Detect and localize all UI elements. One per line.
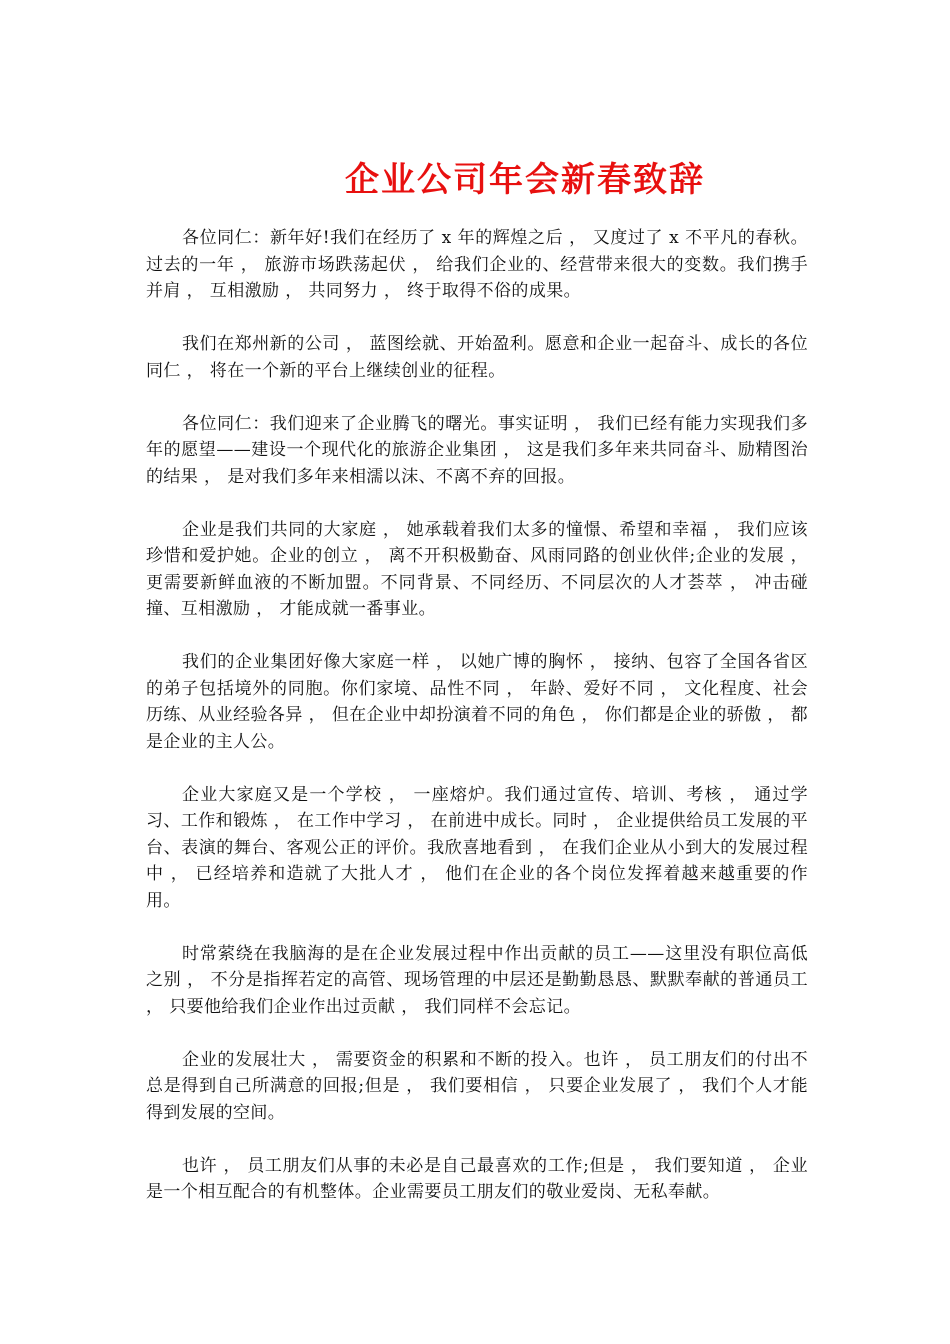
- paragraph: 我们在郑州新的公司 ， 蓝图绘就、开始盈利。愿意和企业一起奋斗、成长的各位同仁 ， 将在一个新的平台上继续创业的征程。: [146, 334, 808, 381]
- paragraph: 也许 ， 员工朋友们从事的未必是自己最喜欢的工作;但是 ， 我们要知道 ， 企业是一个相互配合的有机整体。企业需要员工朋友们的敬业爱岗、无私奉献。: [146, 1155, 808, 1202]
- paragraph: 企业大家庭又是一个学校 ， 一座熔炉。我们通过宣传、培训、考核 ， 通过学习、工作和锻炼 ， 在工作中学习 ， 在前进中成长。同时 ， 企业提供给员工发展的平台、表演的舞台、客观公正的评价。我欣喜地看到 ， 在我们企业从小到大的发展过程中 ， 已经培养和造就了大批人才 ， 他们在企业的各个岗位发挥着越来越重要的作用。: [146, 784, 808, 911]
- paragraph: 各位同仁：我们迎来了企业腾飞的曙光。事实证明 ， 我们已经有能力实现我们多年的愿望——建设一个现代化的旅游企业集团 ， 这是我们多年来共同奋斗、励精图治的结果 ， 是对我们多年来相濡以沫、不离不弃的回报。: [146, 413, 808, 487]
- document-title: 企业公司年会新春致辞: [345, 160, 705, 200]
- paragraph: 我们的企业集团好像大家庭一样 ， 以她广博的胸怀 ， 接纳、包容了全国各省区的弟子包括境外的同胞。你们家境、品性不同 ， 年龄、爱好不同 ， 文化程度、社会历练、从业经验各异 ， 但在企业中却扮演着不同的角色 ， 你们都是企业的骄傲 ， 都是企业的主人公。: [146, 652, 808, 752]
- paragraph: 各位同仁：新年好!我们在经历了 x 年的辉煌之后 ， 又度过了 x 不平凡的春秋。过去的一年 ， 旅游市场跌荡起伏 ， 给我们企业的、经营带来很大的变数。我们携手并肩 ， 互相激励 ， 共同努力 ， 终于取得不俗的成果。: [146, 228, 808, 301]
- document-body: [146, 225, 808, 1232]
- paragraph: 企业是我们共同的大家庭 ， 她承载着我们太多的憧憬、希望和幸福 ， 我们应该珍惜和爱护她。企业的创立 ， 离不开积极勤奋、风雨同路的创业伙伴;企业的发展 ， 更需要新鲜血液的不断加盟。不同背景、不同经历、不同层次的人才荟萃 ， 冲击碰撞、互相激励 ， 才能成就一番事业。: [146, 519, 808, 619]
- paragraph: 企业的发展壮大 ， 需要资金的积累和不断的投入。也许 ， 员工朋友们的付出不总是得到自己所满意的回报;但是 ， 我们要相信 ， 只要企业发展了 ， 我们个人才能得到发展的空间。: [146, 1049, 808, 1123]
- paragraph: 时常萦绕在我脑海的是在企业发展过程中作出贡献的员工——这里没有职位高低之别 ， 不分是指挥若定的高管、现场管理的中层还是勤勤恳恳、默默奉献的普通员工 ， 只要他给我们企业作出过贡献 ， 我们同样不会忘记。: [146, 943, 808, 1017]
